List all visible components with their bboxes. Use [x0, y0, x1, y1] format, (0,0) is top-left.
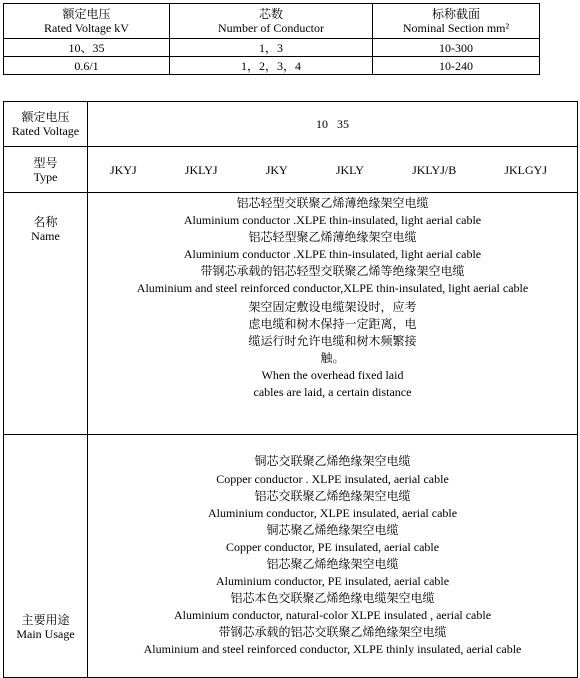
- usage-line: Aluminium conductor, XLPE insulated, aerial cable: [207, 505, 458, 520]
- usage-line: 铜芯聚乙烯绝缘架空电缆: [266, 522, 399, 537]
- header-rated-voltage: 额定电压 Rated Voltage kV: [4, 4, 170, 39]
- rated-voltage-value: 10 35: [88, 102, 578, 147]
- model-code: JKLGYJ: [504, 162, 547, 177]
- cell-section: 10-240: [373, 57, 540, 75]
- type-row: [4, 147, 578, 193]
- name-content: [88, 193, 578, 435]
- usage-line: Copper conductor, PE insulated, aerial cable: [225, 539, 440, 554]
- name-line: 铝芯轻型交联聚乙烯薄绝缘架空电缆: [236, 196, 429, 210]
- name-label: 名称 Name: [4, 193, 88, 435]
- spec-summary-table: [3, 3, 540, 75]
- cell-voltage: 10、35: [4, 39, 170, 57]
- rated-voltage-label: 额定电压 Rated Voltage: [4, 102, 88, 147]
- usage-line: 铝芯本色交联聚乙烯绝缘电缆架空电缆: [230, 591, 435, 606]
- type-models: [88, 147, 578, 193]
- cell-conductors: 1，2，3，4: [170, 57, 373, 75]
- note-line: 虑电缆和树木保持一定距离，电: [248, 317, 417, 331]
- cable-detail-table: [3, 101, 578, 678]
- usage-line: Aluminium and steel reinforced conductor, XLPE thinly insulated, aerial cable: [143, 642, 522, 657]
- table-row: [4, 57, 540, 75]
- note-line: 缆运行时允许电缆和树木频繁接: [248, 334, 417, 348]
- note-line: 架空固定敷设电缆架设时，应考: [248, 300, 417, 314]
- name-line: Aluminium and steel reinforced conductor,XLPE thin-insulated, light aerial cable: [136, 281, 529, 295]
- usage-line: 铝芯聚乙烯绝缘架空电缆: [266, 557, 399, 571]
- type-label: 型号 Type: [4, 147, 88, 193]
- model-code: JKLYJ/B: [412, 162, 457, 177]
- header-nominal-section: 标称截面 Nominal Section mm²: [373, 4, 540, 39]
- note-line: When the overhead fixed laid: [261, 368, 404, 382]
- model-code: JKLYJ: [184, 162, 218, 177]
- note-line: 触。: [320, 351, 345, 365]
- usage-line: 铝芯交联聚乙烯绝缘架空电缆: [254, 488, 411, 503]
- name-line: Aluminium conductor .XLPE thin-insulated, light aerial cable: [183, 213, 482, 227]
- name-row: [4, 193, 578, 435]
- header-number-of-conductor: 芯数 Number of Conductor: [170, 4, 373, 39]
- usage-line: Copper conductor . XLPE insulated, aerial cable: [216, 471, 449, 486]
- usage-content: [88, 435, 578, 678]
- usage-label: 主要用途 Main Usage: [4, 435, 88, 678]
- note-line: cables are laid, a certain distance: [253, 385, 412, 399]
- name-line: 带钢芯承载的铝芯轻型交联聚乙烯等绝缘架空电缆: [200, 264, 465, 278]
- spec-summary-header-row: [4, 4, 540, 39]
- name-line: 铝芯轻型聚乙烯薄绝缘架空电缆: [248, 230, 417, 244]
- model-code: JKLY: [335, 162, 364, 177]
- usage-line: Aluminium conductor, PE insulated, aerial cable: [215, 574, 450, 589]
- model-code: JKY: [265, 162, 288, 177]
- name-line: Aluminium conductor .XLPE thin-insulated, light aerial cable: [183, 247, 482, 261]
- usage-line: 带钢芯承载的铝芯交联聚乙烯绝缘架空电缆: [218, 625, 447, 640]
- table-row: [4, 39, 540, 57]
- rated-voltage-row: [4, 102, 578, 147]
- model-code: JKYJ: [110, 162, 137, 177]
- cell-voltage: 0.6/1: [4, 57, 170, 75]
- cell-conductors: 1，3: [170, 39, 373, 57]
- usage-row: [4, 435, 578, 678]
- cell-section: 10-300: [373, 39, 540, 57]
- usage-line: 铜芯交联聚乙烯绝缘架空电缆: [254, 454, 411, 469]
- usage-line: Aluminium conductor, natural-color XLPE insulated , aerial cable: [173, 608, 492, 623]
